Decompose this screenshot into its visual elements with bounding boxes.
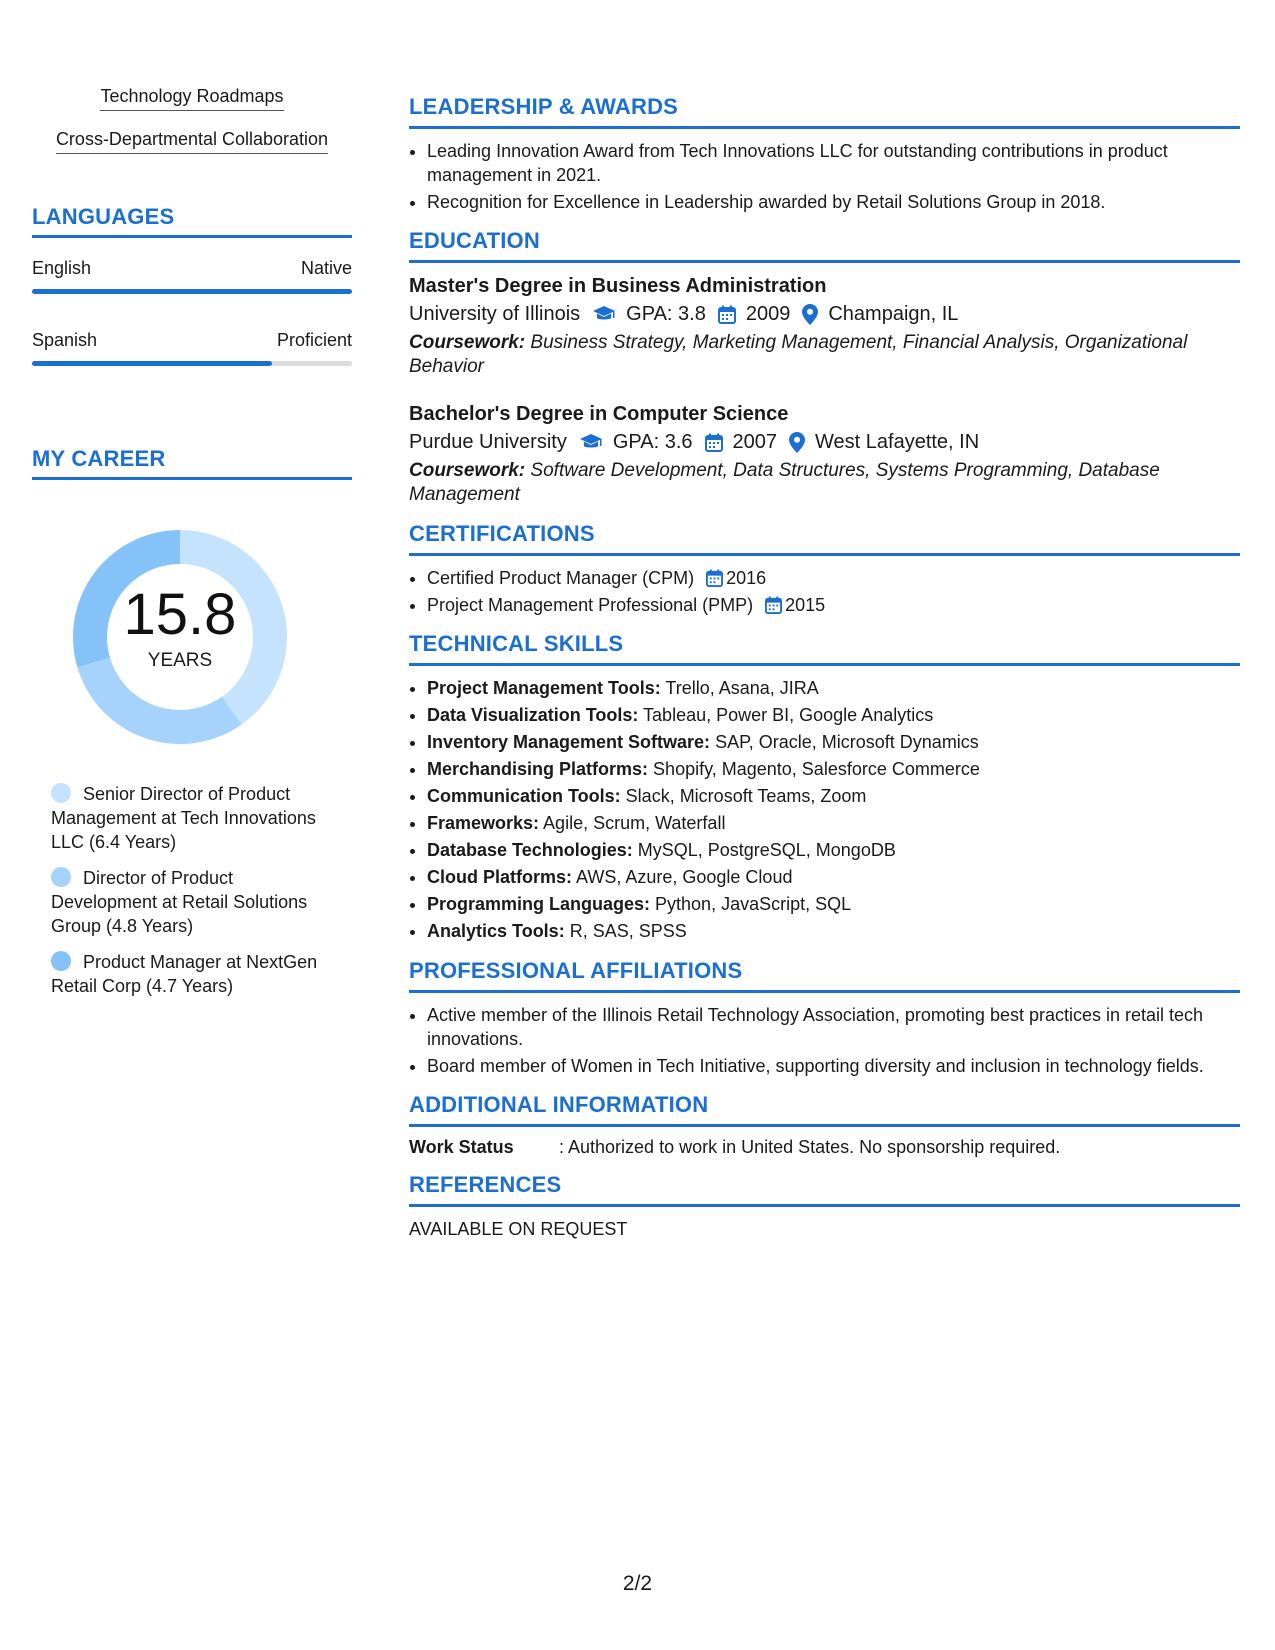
affiliations-section bbox=[409, 958, 1240, 1078]
certification-item bbox=[427, 566, 1240, 590]
skill-tag: Technology Roadmaps bbox=[100, 86, 283, 111]
tech-skill-label: Project Management Tools: bbox=[427, 678, 661, 698]
career-legend-label: Senior Director of Product Management at Tech Innovations LLC (6.4 Years) bbox=[51, 784, 316, 852]
tech-skill-label: Communication Tools: bbox=[427, 786, 621, 806]
left-column bbox=[32, 86, 352, 1010]
graduation-year: 2007 bbox=[732, 431, 778, 453]
language-bar bbox=[32, 361, 352, 366]
right-column bbox=[409, 94, 1240, 1254]
references-section bbox=[409, 1172, 1240, 1240]
tech-skill-label: Analytics Tools: bbox=[427, 921, 565, 941]
career-donut bbox=[65, 522, 295, 752]
page-number: 2/2 bbox=[622, 1572, 653, 1595]
tech-skill-label: Data Visualization Tools: bbox=[427, 705, 639, 725]
tech-skill-item bbox=[427, 703, 1240, 728]
tech-skill-label: Database Technologies: bbox=[427, 840, 633, 860]
education-section bbox=[409, 228, 1240, 507]
career-legend bbox=[51, 782, 341, 998]
coursework-label: Coursework: bbox=[409, 460, 526, 481]
career-donut-center bbox=[65, 522, 295, 752]
tech-skill-value: SAP, Oracle, Microsoft Dynamics bbox=[710, 732, 979, 752]
tech-skill-value: Python, JavaScript, SQL bbox=[650, 894, 852, 914]
gpa: GPA: 3.8 bbox=[626, 303, 706, 325]
legend-dot-icon bbox=[51, 867, 71, 887]
certification-year: 2015 bbox=[785, 595, 826, 615]
tech-skill-value: Agile, Scrum, Waterfall bbox=[539, 813, 726, 833]
gpa: GPA: 3.6 bbox=[612, 431, 693, 453]
tech-skill-value: Slack, Microsoft Teams, Zoom bbox=[620, 786, 867, 806]
leadership-item: • Recognition for Excellence in Leadership awarded by Retail Solutions Group in 2018. bbox=[427, 190, 1240, 214]
language-name: English bbox=[32, 258, 92, 278]
education-entry bbox=[409, 273, 1240, 379]
career-total-unit: YEARS bbox=[147, 650, 213, 671]
school-name: University of Illinois bbox=[409, 303, 581, 325]
technical-skills-section bbox=[409, 631, 1240, 944]
language-bar bbox=[32, 289, 352, 294]
degree-name: Bachelor's Degree in Computer Science bbox=[409, 403, 789, 425]
career-title: MY CAREER bbox=[32, 446, 352, 480]
tech-skill-item bbox=[427, 730, 1240, 755]
tech-skill-item bbox=[427, 865, 1240, 890]
additional-info-title: ADDITIONAL INFORMATION bbox=[409, 1092, 1240, 1127]
tech-skill-item bbox=[427, 919, 1240, 944]
language-bar-fill bbox=[32, 289, 352, 294]
calendar-icon bbox=[718, 305, 736, 324]
tech-skill-value: Trello, Asana, JIRA bbox=[660, 678, 819, 698]
coursework-label: Coursework: bbox=[409, 332, 526, 353]
affiliation-item: • Board member of Women in Tech Initiative, supporting diversity and inclusion in technology fields. bbox=[427, 1054, 1240, 1078]
tech-skill-item bbox=[427, 784, 1240, 809]
tech-skill-item bbox=[427, 811, 1240, 836]
legend-dot-icon bbox=[51, 783, 71, 803]
tech-skill-value: AWS, Azure, Google Cloud bbox=[572, 867, 793, 887]
language-level: Proficient bbox=[276, 330, 352, 350]
graduation-cap-icon bbox=[579, 433, 603, 451]
school-name: Purdue University bbox=[409, 431, 567, 453]
tech-skill-label: Cloud Platforms: bbox=[427, 867, 573, 887]
calendar-icon bbox=[765, 596, 782, 614]
work-status-label: Work Status bbox=[409, 1137, 514, 1157]
tech-skill-label: Merchandising Platforms: bbox=[427, 759, 649, 779]
leadership-section bbox=[409, 94, 1240, 214]
career-legend-label: Director of Product Development at Retail Solutions Group (4.8 Years) bbox=[51, 868, 308, 936]
languages-title: LANGUAGES bbox=[32, 204, 352, 238]
language-name: Spanish bbox=[32, 330, 98, 350]
tech-skill-label: Frameworks: bbox=[427, 813, 540, 833]
leadership-title: LEADERSHIP & AWARDS bbox=[409, 94, 1240, 129]
career-legend-item bbox=[51, 866, 341, 938]
work-status-value: : Authorized to work in United States. No sponsorship required. bbox=[559, 1137, 1061, 1157]
tech-skill-item bbox=[427, 757, 1240, 782]
certifications-section bbox=[409, 521, 1240, 617]
career-legend-label: Product Manager at NextGen Retail Corp (4.7 Years) bbox=[51, 952, 318, 996]
references-title: REFERENCES bbox=[409, 1172, 1240, 1207]
calendar-icon bbox=[706, 569, 723, 587]
coursework: Business Strategy, Marketing Management, Financial Analysis, Organizational Behavior bbox=[409, 332, 1188, 377]
additional-info-section bbox=[409, 1092, 1240, 1158]
leadership-item: • Leading Innovation Award from Tech Innovations LLC for outstanding contributions in product management in 2021. bbox=[427, 139, 1240, 187]
school-location: Champaign, IL bbox=[828, 303, 959, 325]
map-pin-icon bbox=[789, 432, 805, 453]
technical-skills-title: TECHNICAL SKILLS bbox=[409, 631, 1240, 666]
language-level: Native bbox=[300, 258, 352, 278]
affiliation-item: • Active member of the Illinois Retail Technology Association, promoting best practices in retail tech innovations. bbox=[427, 1003, 1240, 1051]
language-item bbox=[32, 258, 352, 294]
tech-skill-label: Programming Languages: bbox=[427, 894, 651, 914]
graduation-cap-icon bbox=[592, 305, 616, 323]
graduation-year: 2009 bbox=[745, 303, 791, 325]
tech-skill-item bbox=[427, 892, 1240, 917]
languages-list bbox=[32, 258, 352, 366]
career-legend-item bbox=[51, 782, 341, 854]
map-pin-icon bbox=[802, 304, 818, 325]
language-bar-fill bbox=[32, 361, 272, 366]
coursework: Software Development, Data Structures, Systems Programming, Database Management bbox=[409, 460, 1160, 505]
education-entry bbox=[409, 401, 1240, 507]
skill-tag: Cross-Departmental Collaboration bbox=[56, 129, 328, 154]
certifications-title: CERTIFICATIONS bbox=[409, 521, 1240, 556]
language-item bbox=[32, 330, 352, 366]
career-legend-item bbox=[51, 950, 341, 998]
career-total-years: 15.8 bbox=[123, 582, 237, 647]
certification-name: • Project Management Professional (PMP) bbox=[427, 595, 754, 615]
tech-skill-value: R, SAS, SPSS bbox=[564, 921, 687, 941]
tech-skill-value: MySQL, PostgreSQL, MongoDB bbox=[632, 840, 896, 860]
certification-year: 2016 bbox=[726, 568, 767, 588]
certification-item bbox=[427, 593, 1240, 617]
certification-name: • Certified Product Manager (CPM) bbox=[427, 568, 695, 588]
tech-skill-item bbox=[427, 676, 1240, 701]
calendar-icon bbox=[705, 433, 723, 452]
tech-skill-item bbox=[427, 838, 1240, 863]
legend-dot-icon bbox=[51, 951, 71, 971]
tech-skill-value: Tableau, Power BI, Google Analytics bbox=[638, 705, 934, 725]
school-location: West Lafayette, IN bbox=[815, 431, 980, 453]
education-title: EDUCATION bbox=[409, 228, 1240, 263]
tech-skill-label: Inventory Management Software: bbox=[427, 732, 711, 752]
references-text: AVAILABLE ON REQUEST bbox=[409, 1219, 628, 1239]
tech-skill-value: Shopify, Magento, Salesforce Commerce bbox=[648, 759, 980, 779]
degree-name: Master's Degree in Business Administration bbox=[409, 275, 827, 297]
affiliations-title: PROFESSIONAL AFFILIATIONS bbox=[409, 958, 1240, 993]
